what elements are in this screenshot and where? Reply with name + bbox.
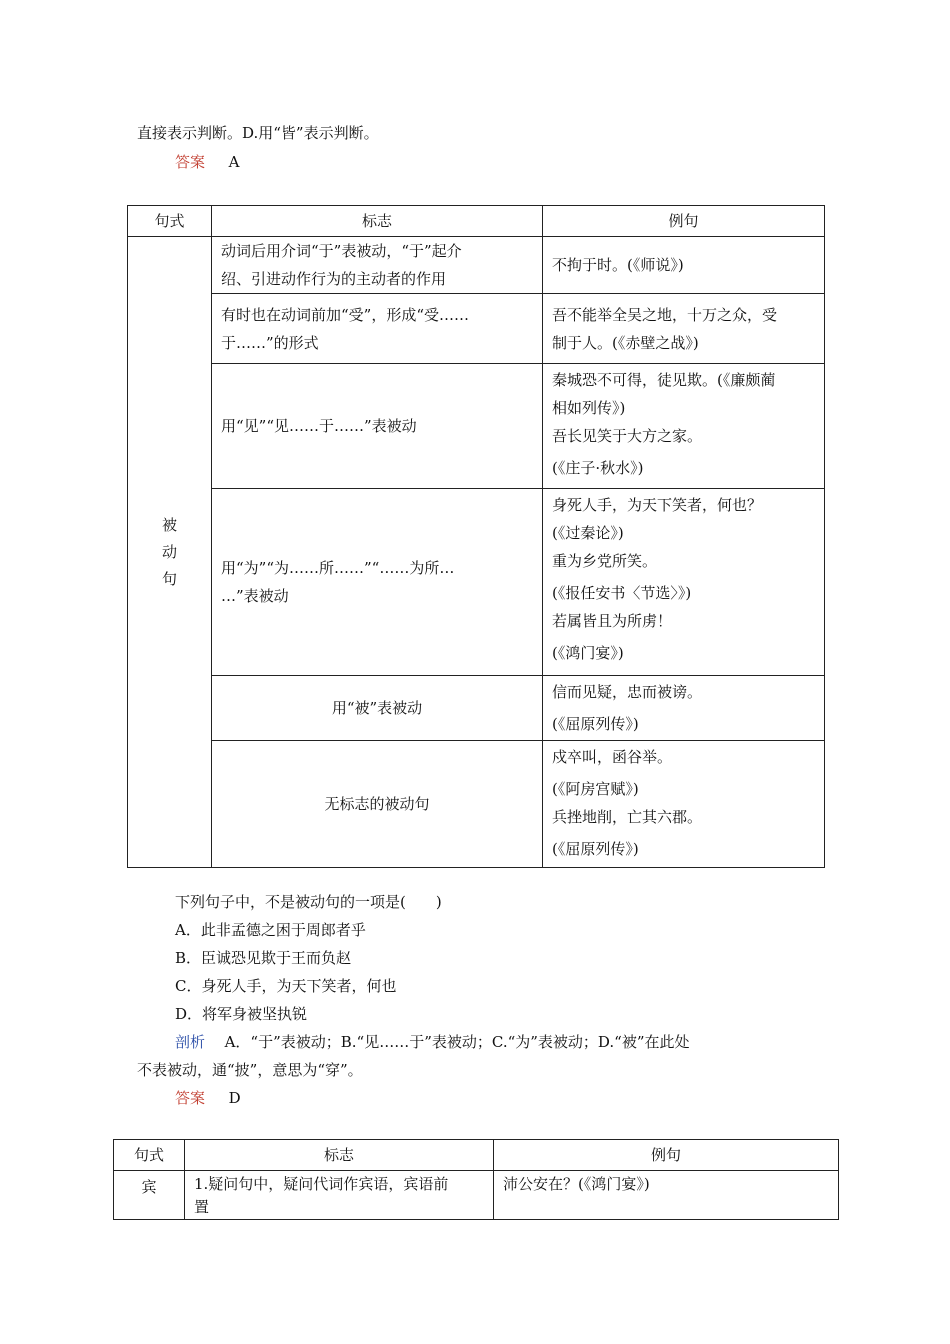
- marker-cell: [212, 237, 543, 294]
- example-line: 吾长见笑于大方之家。: [552, 427, 703, 445]
- analysis-label: 剖析: [175, 1033, 206, 1051]
- intro-line: 直接表示判断。D.用“皆”表示判断。: [137, 124, 379, 142]
- header-marker: 标志: [212, 206, 543, 237]
- table-row: [128, 294, 825, 364]
- marker-cell: [185, 1171, 494, 1220]
- marker-line: …”表被动: [221, 587, 289, 605]
- analysis-line-1: [175, 1031, 690, 1052]
- option-b: B．臣诚恐见欺于王而负赵: [175, 949, 352, 967]
- answer-label: 答案: [175, 153, 206, 171]
- example-cell: [543, 237, 825, 294]
- example-line: 不拘于时。(《师说》): [552, 256, 684, 274]
- table-row: [128, 676, 825, 741]
- table-row: [114, 1171, 839, 1220]
- example-cell: [543, 676, 825, 741]
- example-line: (《阿房宫赋》): [552, 780, 639, 798]
- marker-cell: [212, 676, 543, 741]
- table-header-row: [114, 1140, 839, 1171]
- header-example: 例句: [543, 206, 825, 237]
- marker-cell: [212, 489, 543, 676]
- example-line: 秦城恐不可得，徒见欺。(《廉颇蔺: [552, 371, 776, 389]
- example-line: 戍卒叫，函谷举。: [552, 748, 673, 766]
- example-line: 身死人手，为天下笑者，何也？: [552, 496, 763, 514]
- marker-cell: [212, 294, 543, 364]
- example-line: 重为乡党所笑。: [552, 552, 658, 570]
- table-header-row: [128, 206, 825, 237]
- table-row: [128, 364, 825, 489]
- example-cell: [543, 364, 825, 489]
- passive-sentence-table: [127, 205, 825, 868]
- answer-2: [175, 1087, 241, 1108]
- question-stem: 下列句子中，不是被动句的一项是( ): [175, 893, 442, 911]
- analysis-text: A．“于”表被动；B.“见……于”表被动；C.“为”表被动；D.“被”在此处: [224, 1033, 690, 1051]
- analysis-line-2: 不表被动，通“披”，意思为“穿”。: [137, 1061, 363, 1079]
- example-line: 若属皆且为所虏！: [552, 612, 673, 630]
- example-cell: [543, 294, 825, 364]
- table-row: [128, 489, 825, 676]
- option-a: A．此非孟德之困于周郎者乎: [175, 921, 366, 939]
- example-line: 沛公安在？(《鸿门宴》): [503, 1175, 650, 1193]
- marker-line: 用“被”表被动: [331, 699, 423, 717]
- category-label: 宾: [141, 1178, 157, 1196]
- marker-line: 有时也在动词前加“受”，形成“受……: [221, 305, 470, 324]
- example-line: (《屈原列传》): [552, 715, 639, 733]
- table-row: [128, 237, 825, 294]
- marker-line: 用“见”“见……于……”表被动: [221, 417, 417, 435]
- example-line: 制于人。(《赤壁之战》): [552, 333, 699, 352]
- category-cell: [128, 237, 212, 868]
- category-cell: [114, 1171, 185, 1220]
- example-line: 兵挫地削，亡其六郡。: [552, 808, 703, 826]
- marker-line: 置: [194, 1198, 210, 1216]
- option-c: C．身死人手，为天下笑者，何也: [175, 977, 397, 995]
- header-sentence-type: 句式: [128, 206, 212, 237]
- answer-value: D: [228, 1089, 241, 1107]
- example-line: (《报任安书〈节选〉》): [552, 584, 692, 602]
- example-cell: [543, 741, 825, 868]
- marker-cell: [212, 364, 543, 489]
- marker-cell: [212, 741, 543, 868]
- answer-value: A: [228, 153, 240, 171]
- example-line: 信而见疑，忠而被谤。: [552, 683, 703, 701]
- marker-line: 于……”的形式: [221, 333, 319, 352]
- table-row: [128, 741, 825, 868]
- marker-line: 无标志的被动句: [324, 795, 430, 813]
- example-cell: [494, 1171, 839, 1220]
- marker-line: 动词后用介词“于”表被动，“于”起介: [221, 242, 462, 260]
- example-line: (《鸿门宴》): [552, 644, 624, 662]
- object-preposing-table: [113, 1139, 839, 1220]
- header-marker: 标志: [185, 1140, 494, 1171]
- example-cell: [543, 489, 825, 676]
- option-d: D．将军身被坚执锐: [175, 1005, 308, 1023]
- example-line: 吾不能举全吴之地，十万之众，受: [552, 305, 778, 324]
- marker-line: 绍、引进动作行为的主动者的作用: [221, 270, 447, 288]
- example-line: 相如列传》): [552, 399, 626, 417]
- marker-line: 1.疑问句中，疑问代词作宾语，宾语前: [194, 1175, 449, 1193]
- category-label: 被动句: [161, 515, 177, 588]
- marker-line: 用“为”“为……所……”“……为所…: [221, 559, 455, 577]
- answer-label: 答案: [175, 1089, 206, 1107]
- example-line: (《过秦论》): [552, 524, 624, 542]
- example-line: (《庄子·秋水》): [552, 459, 644, 477]
- example-line: (《屈原列传》): [552, 840, 639, 858]
- header-example: 例句: [494, 1140, 839, 1171]
- answer-1: [175, 151, 239, 172]
- header-sentence-type: 句式: [114, 1140, 185, 1171]
